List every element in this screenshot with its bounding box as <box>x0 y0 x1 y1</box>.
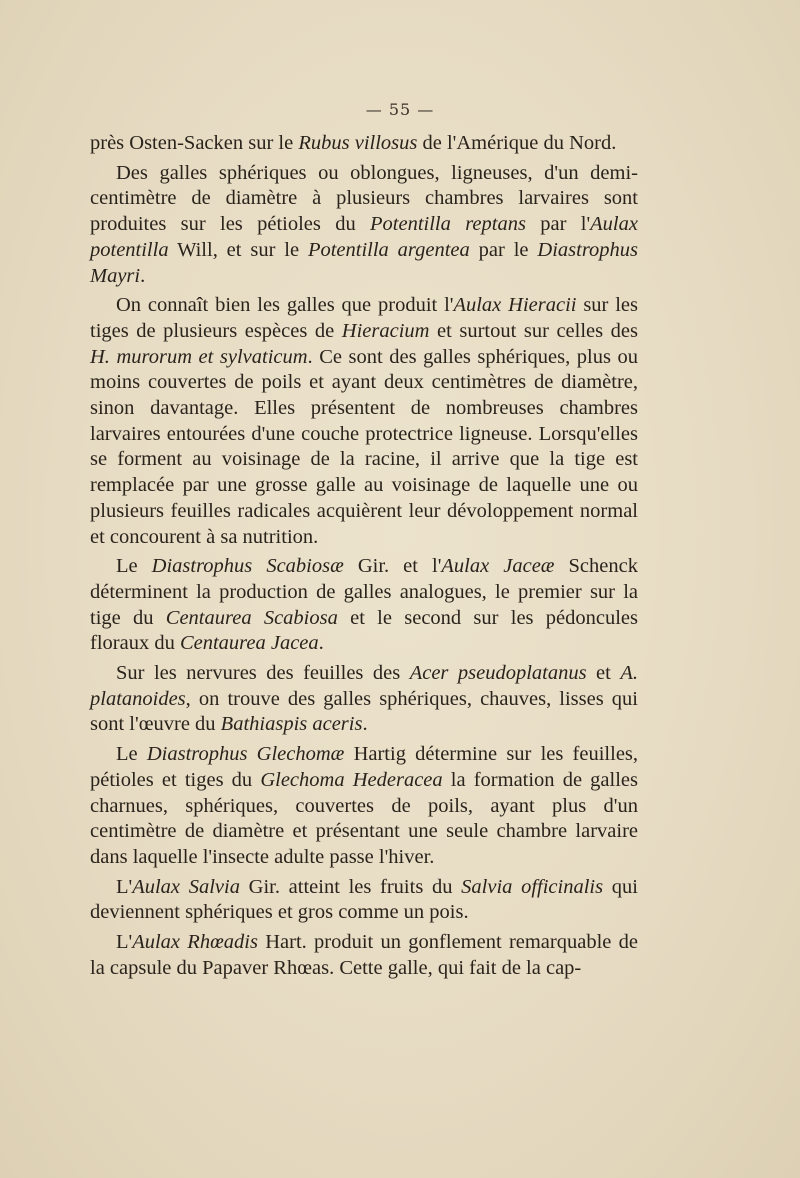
paragraph <box>90 930 638 981</box>
text-run: Le <box>116 555 152 578</box>
italic-run: Diastrophus Scabiosæ <box>151 555 344 578</box>
text-run: la formation de galles charnues, sphériques, couvertes de poils, ayant plus d'un centimètre de diamètre et présentant une seule chambre larvaire dans laquelle l'insecte adulte passe l'hiver. <box>90 768 638 868</box>
paragraph <box>90 293 638 550</box>
text-run: par le <box>469 238 538 261</box>
text-run: Hart. produit un gonflement remarquable de la capsule du Papaver Rhœas. Cette galle, qui fait de la cap- <box>90 931 639 979</box>
page-number: — 55 — <box>365 100 435 119</box>
paragraph <box>90 661 638 738</box>
text-run: Sur les nervures des feuilles des <box>116 662 410 685</box>
italic-run: Diastrophus Mayri <box>90 238 639 287</box>
text-run: Will, et sur le <box>168 238 308 261</box>
paragraph <box>90 554 638 657</box>
italic-run: H. murorum et sylvaticum <box>90 345 308 368</box>
text-run: par l' <box>525 213 591 236</box>
italic-run: Diastrophus Glechomæ <box>146 743 345 766</box>
text-run: Hartig détermine sur les feuilles, pétioles et tiges du <box>90 743 639 791</box>
text-run: qui deviennent sphériques et gros comme un pois. <box>90 875 638 924</box>
italic-run: Potentilla reptans <box>370 213 526 236</box>
italic-run: Aulax Jaceæ <box>441 555 555 578</box>
text-run: . Ce sont des galles sphériques, plus ou moins couvertes de poils et ayant deux centimètres de diamètre, sinon davantage. Elles présentent de nombreuses chambres larvaires entourées d'une couche protectrice ligneuse. Lorsqu'elles se forment au voisinage de la racine, il arrive que la tige est remplacée par une grosse galle au voisinage de laquelle une ou plusieurs feuilles radicales acquièrent leur dévoloppement normal et concourent à sa nutrition. <box>90 345 638 548</box>
text-run: . <box>362 713 368 736</box>
text-run: Schenck déterminent la production de galles analogues, le premier sur la tige du <box>90 555 638 629</box>
paragraph <box>90 131 638 157</box>
italic-run: Centaurea Jacea <box>179 632 319 655</box>
text-run: Le <box>116 743 147 766</box>
text-run: près Osten-Sacken sur le <box>90 132 299 154</box>
italic-run: Rubus villosus <box>298 132 418 154</box>
italic-run: Centaurea Scabiosa <box>165 606 338 629</box>
text-run: L' <box>116 931 133 954</box>
text-run: Gir. et l' <box>343 555 442 578</box>
italic-run: Aulax Hieracii <box>453 294 577 317</box>
text-run: On connaît bien les galles que produit l' <box>116 294 454 317</box>
body-text <box>90 131 638 982</box>
paragraph <box>90 875 638 926</box>
text-run: sur les tiges de plusieurs espèces de <box>90 294 639 342</box>
text-run: Des galles sphériques ou oblongues, ligneuses, d'un demi-centimètre de diamètre à plusieurs chambres larvaires sont produites sur les pétioles du <box>90 161 638 236</box>
text-run: et le second sur les pédoncules floraux du <box>90 606 639 655</box>
text-run: et surtout sur celles des <box>429 319 638 342</box>
text-run: , on trouve des galles sphériques, chauves, lisses qui sont l'œuvre du <box>90 687 638 736</box>
italic-run: Aulax Salvia <box>132 875 240 898</box>
italic-run: Salvia officinalis <box>461 875 604 898</box>
italic-run: Acer pseudoplatanus <box>409 662 587 685</box>
text-run: . <box>318 632 324 655</box>
text-run: L' <box>116 875 133 898</box>
italic-run: Bathiaspis aceris <box>220 713 363 736</box>
text-run: Gir. atteint les fruits du <box>239 875 462 898</box>
paragraph <box>90 742 638 871</box>
italic-run: A. platanoides <box>90 662 638 710</box>
text-run: et <box>586 662 621 685</box>
italic-run: Glechoma Hederacea <box>260 768 443 791</box>
text-run: de l'Amérique du Nord. <box>417 132 617 154</box>
italic-run: Aulax potentilla <box>90 213 638 261</box>
text-run: . <box>140 264 146 287</box>
italic-run: Aulax Rhœadis <box>132 931 258 954</box>
italic-run: Hieracium <box>341 319 430 342</box>
italic-run: Potentilla argentea <box>307 238 470 261</box>
paragraph <box>90 161 638 290</box>
